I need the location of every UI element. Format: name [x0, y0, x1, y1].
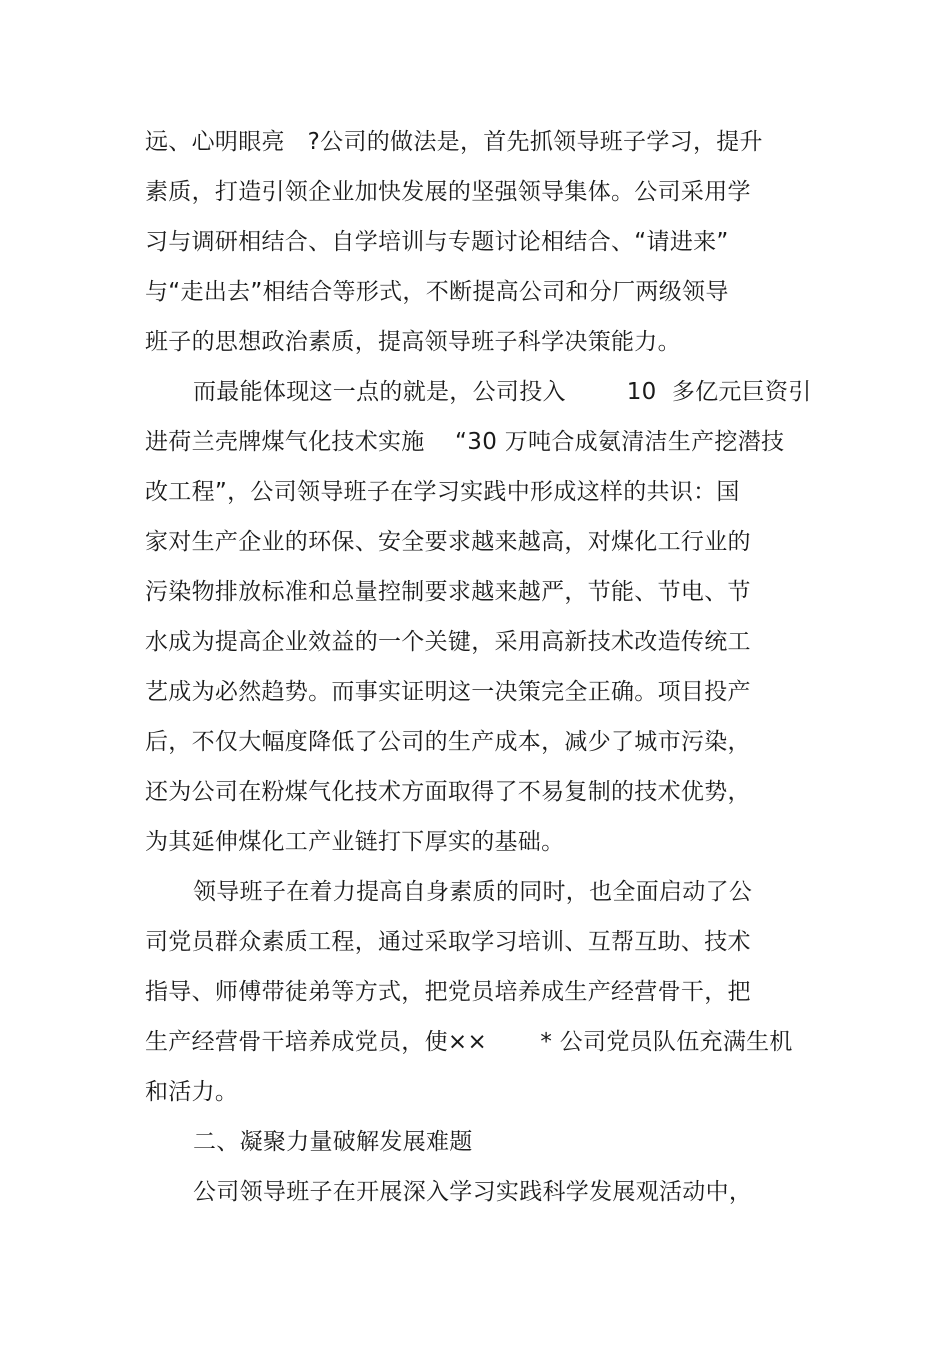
paragraph-3-line-1: 领导班子在着力提高自身素质的同时，也全面启动了公 [193, 879, 753, 905]
paragraph-2-line-7: 艺成为必然趋势。而事实证明这一决策完全正确。项目投产 [145, 679, 751, 705]
paragraph-1-line-2: 素质，打造引领企业加快发展的坚强领导集体。公司采用学 [145, 179, 751, 205]
section-heading: 二、凝聚力量破解发展难题 [193, 1129, 473, 1155]
paragraph-2-line-8: 后，不仅大幅度降低了公司的生产成本，减少了城市污染， [145, 729, 751, 755]
paragraph-3-line-5: 和活力。 [145, 1079, 239, 1105]
paragraph-3-line-2: 司党员群众素质工程，通过采取学习培训、互帮互助、技术 [145, 929, 751, 955]
paragraph-3-line-4: 生产经营骨干培养成党员，使×× * 公司党员队伍充满生机 [145, 1029, 793, 1055]
paragraph-2-line-2: 进荷兰壳牌煤气化技术实施 “30 万吨合成氨清洁生产挖潜技 [145, 429, 785, 455]
paragraph-2-line-3: 改工程”，公司领导班子在学习实践中形成这样的共识：国 [145, 479, 740, 505]
paragraph-1-line-1: 远、心明眼亮 ?公司的做法是，首先抓领导班子学习，提升 [145, 129, 763, 155]
paragraph-2-line-5: 污染物排放标准和总量控制要求越来越严，节能、节电、节 [145, 579, 751, 605]
paragraph-2-line-4: 家对生产企业的环保、安全要求越来越高，对煤化工行业的 [145, 529, 751, 555]
paragraph-1-line-5: 班子的思想政治素质，提高领导班子科学决策能力。 [145, 329, 681, 355]
paragraph-2-line-1: 而最能体现这一点的就是，公司投入 10 多亿元巨资引 [193, 379, 812, 405]
paragraph-4-line-1: 公司领导班子在开展深入学习实践科学发展观活动中， [193, 1179, 753, 1205]
paragraph-2-line-9: 还为公司在粉煤气化技术方面取得了不易复制的技术优势， [145, 779, 751, 805]
paragraph-1-line-4: 与“走出去”相结合等形式，不断提高公司和分厂两级领导 [145, 279, 729, 305]
paragraph-2-line-6: 水成为提高企业效益的一个关键，采用高新技术改造传统工 [145, 629, 751, 655]
paragraph-3-line-3: 指导、师傅带徒弟等方式，把党员培养成生产经营骨干，把 [145, 979, 751, 1005]
paragraph-2-line-10: 为其延伸煤化工产业链打下厚实的基础。 [145, 829, 565, 855]
paragraph-1-line-3: 习与调研相结合、自学培训与专题讨论相结合、“请进来” [145, 229, 729, 255]
